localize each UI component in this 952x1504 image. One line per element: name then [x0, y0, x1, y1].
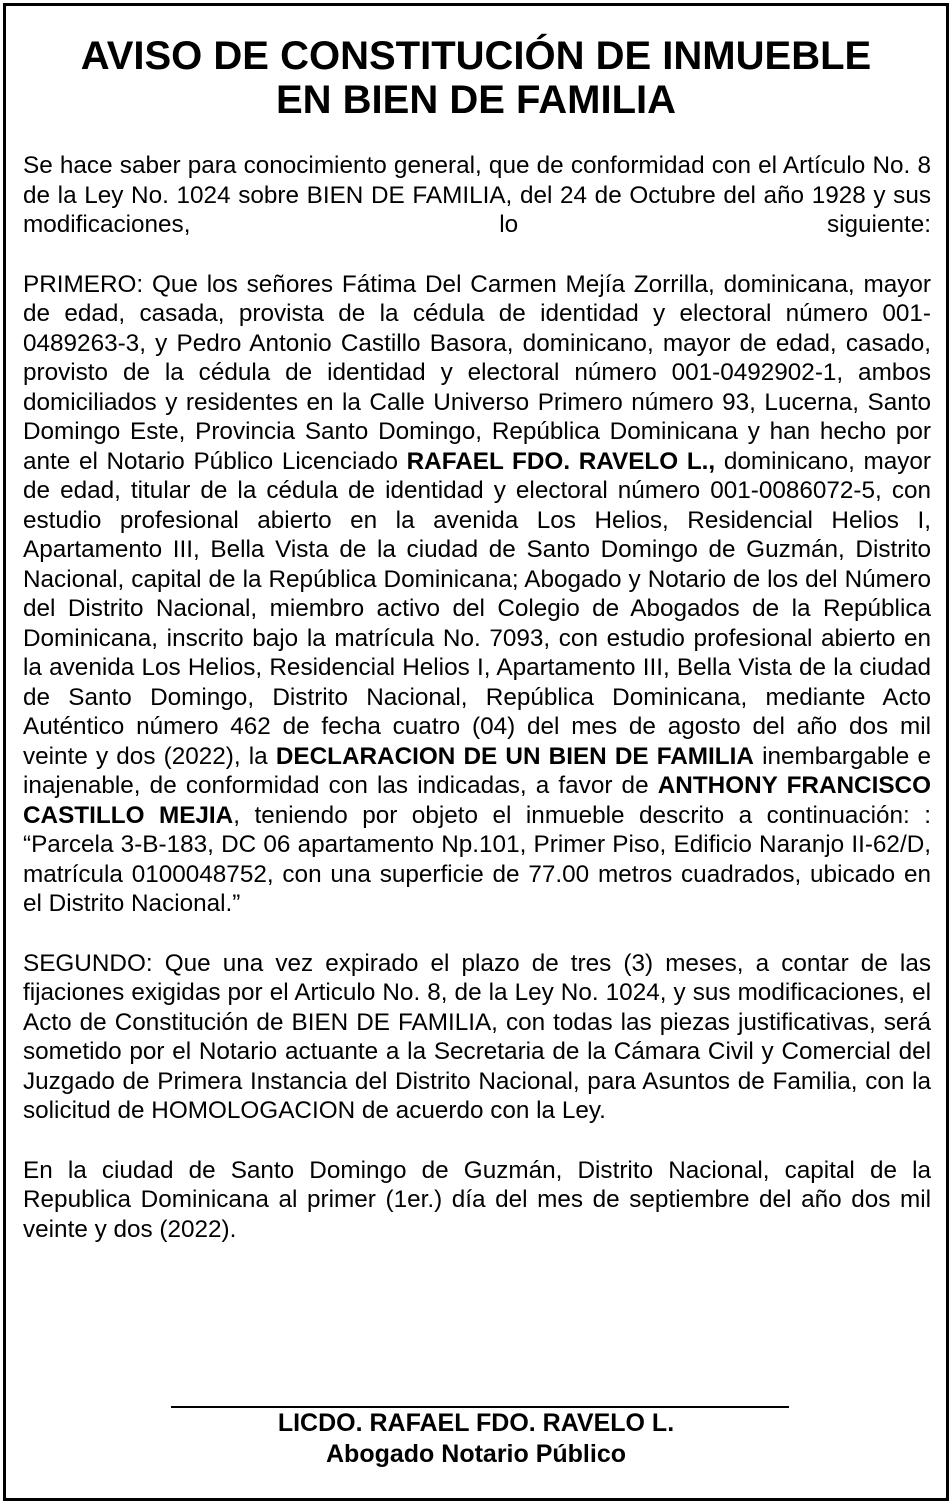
signature-role: Abogado Notario Público	[326, 1440, 626, 1468]
primero-text-4: , teniendo por objeto el inmueble descrito a continuación: : “Parcela 3-B-183, DC 06 apartamento Np.101, Primer Piso, Edificio Naranjo II-62/D, matrícula 0100048752, con una superficie de 77.00 metros cuadrados, ubicado en el Distrito Nacional.”	[23, 801, 932, 917]
closing-paragraph: En la ciudad de Santo Domingo de Guzmán, Distrito Nacional, capital de la Republica Dominicana al primer (1er.) día del mes de septiembre del año dos mil veinte y dos (2022).	[23, 1156, 931, 1243]
signature-block	[6, 1408, 946, 1470]
notice-body	[23, 151, 931, 1274]
primero-paragraph	[23, 270, 931, 919]
primero-text-3: inembargable e inajenable, de conformidad con las indicadas, a favor de	[23, 742, 931, 799]
segundo-paragraph: SEGUNDO: Que una vez expirado el plazo de tres (3) meses, a contar de las fijaciones exigidas por el Articulo No. 8, de la Ley No. 1024, y sus modificaciones, el Acto de Constitución de BIEN DE FAMILIA, con todas las piezas justificativas, será sometido por el Notario actuante a la Secretaria de la Cámara Civil y Comercial del Juzgado de Primera Instancia del Distrito Nacional, para Asuntos de Familia, con la solicitud de HOMOLOGACION de acuerdo con la Ley.	[23, 949, 931, 1124]
signature-name: LICDO. RAFAEL FDO. RAVELO L.	[277, 1409, 675, 1437]
notary-name: RAFAEL FDO. RAVELO L.,	[406, 447, 716, 475]
legal-notice	[3, 3, 949, 1501]
intro-paragraph: Se hace saber para conocimiento general, que de conformidad con el Artículo No. 8 de la Ley No. 1024 sobre BIEN DE FAMILIA, del 24 de Octubre del año 1928 y sus modificaciones, lo siguiente:	[23, 152, 931, 238]
title-line-1: AVISO DE CONSTITUCIÓN DE INMUEBLE	[80, 34, 872, 78]
declaration-title: DECLARACION DE UN BIEN DE FAMILIA	[275, 742, 754, 770]
notice-title	[6, 34, 946, 122]
beneficiary-name: ANTHONY FRANCISCO CASTILLO MEJIA	[23, 772, 931, 829]
primero-text-2: dominicano, mayor de edad, titular de la cédula de identidad y electoral número 001-0086072-5, con estudio profesional abierto en la avenida Los Helios, Residencial Helios I, Apartamento III, Bella Vista de la ciudad de Santo Domingo de Guzmán, Distrito Nacional, capital de la República Dominicana; Abogado y Notario de los del Número del Distrito Nacional, miembro activo del Colegio de Abogados de la República Dominicana, inscrito bajo la matrícula No. 7093, con estudio profesional abierto en la avenida Los Helios, Residencial Helios I, Apartamento III, Bella Vista de la ciudad de Santo Domingo, Distrito Nacional, República Dominicana, mediante Acto Auténtico número 462 de fecha cuatro (04) del mes de agosto del año dos mil veinte y dos (2022), la	[23, 447, 931, 770]
primero-text-1: PRIMERO: Que los señores Fátima Del Carmen Mejía Zorrilla, dominicana, mayor de edad, casada, provista de la cédula de identidad y electoral número 001-0489263-3, y Pedro Antonio Castillo Basora, dominicano, mayor de edad, casado, provisto de la cédula de identidad y electoral número 001-0492902-1, ambos domiciliados y residentes en la Calle Universo Primero número 93, Lucerna, Santo Domingo Este, Provincia Santo Domingo, República Dominicana y han hecho por ante el Notario Público Licenciado	[23, 270, 931, 475]
title-line-2: EN BIEN DE FAMILIA	[275, 78, 677, 122]
